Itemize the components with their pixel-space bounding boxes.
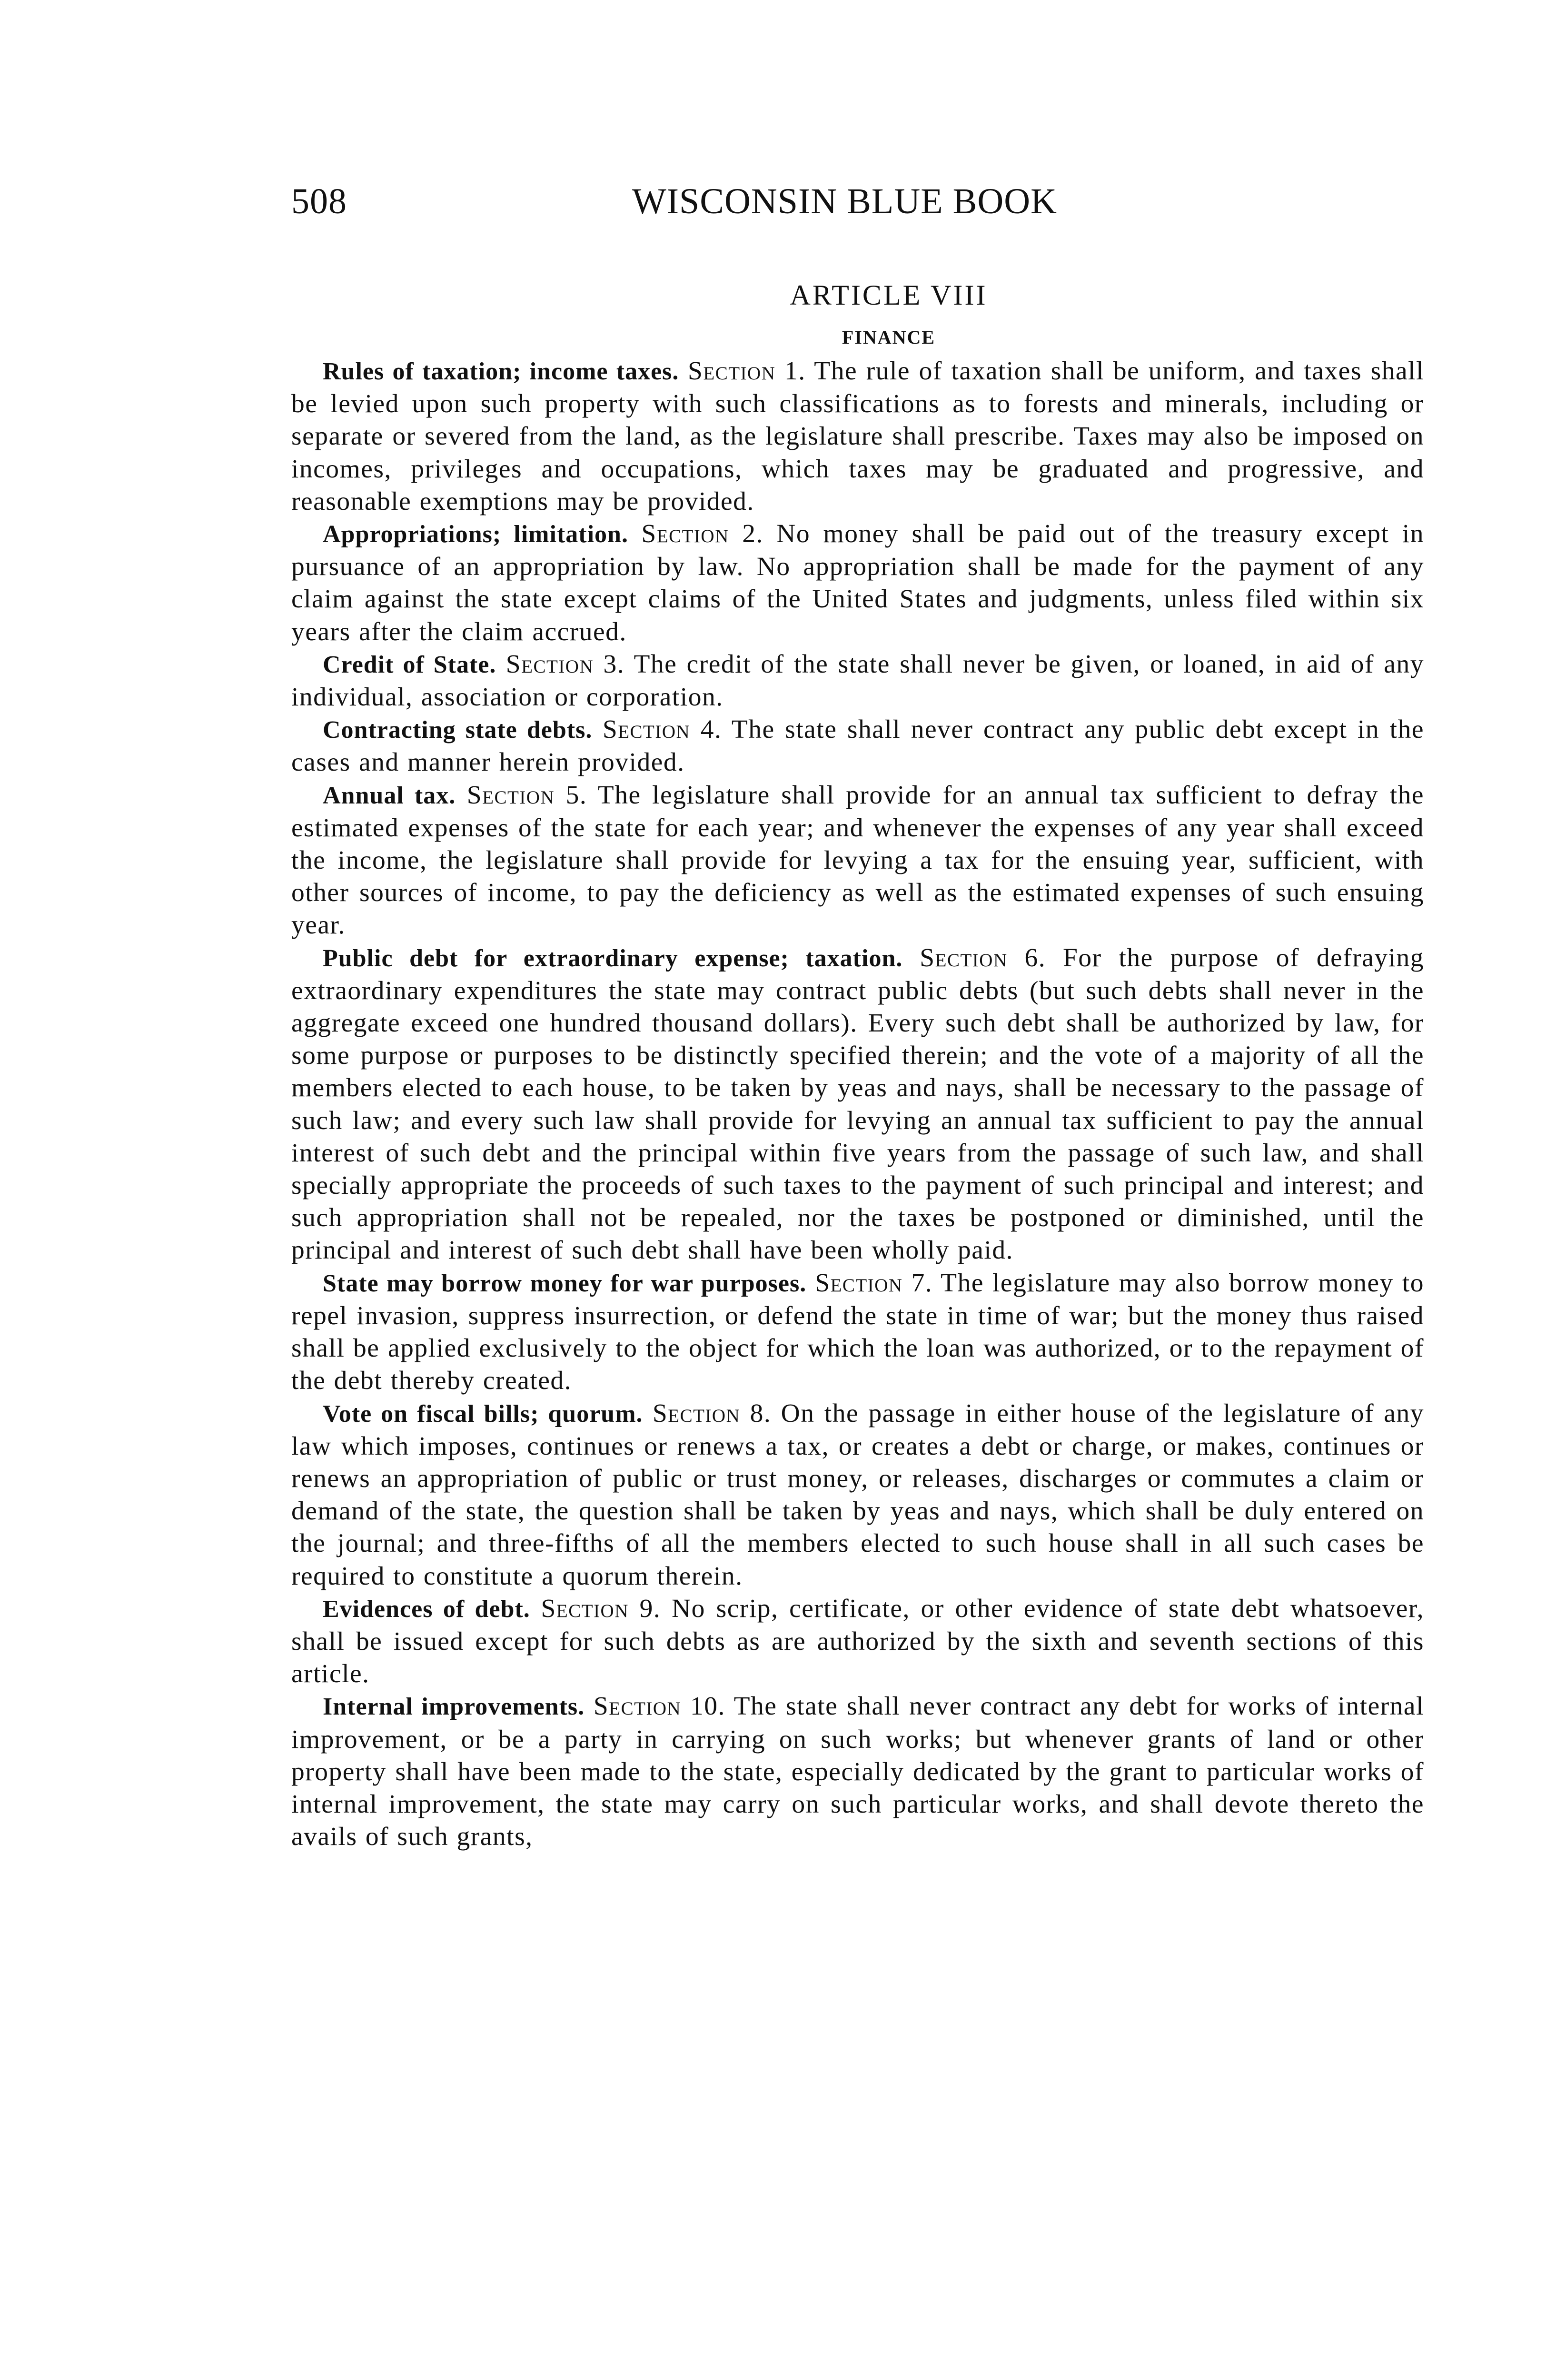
- section-3: [291, 648, 1424, 714]
- section-heading: Evidences of debt.: [323, 1595, 530, 1623]
- section-heading: Credit of State.: [323, 651, 496, 678]
- section-text: No scrip, certificate, or other evidence of state debt whatsoever, shall be issued except for such debts as are authorized by the sixth and seventh sections of this article.: [291, 1594, 1425, 1689]
- section-heading: Public debt for extraordinary expense; taxation.: [323, 944, 903, 972]
- section-number: Section 2.: [641, 519, 763, 549]
- section-heading: Vote on fiscal bills; quorum.: [323, 1400, 643, 1428]
- running-title: WISCONSIN BLUE BOOK: [632, 181, 1057, 221]
- section-heading: Contracting state debts.: [323, 716, 593, 744]
- section-5: [291, 779, 1424, 942]
- section-text: The credit of the state shall never be given, or loaned, in aid of any individual, association or corporation.: [291, 649, 1425, 712]
- section-7: [291, 1267, 1424, 1398]
- section-1: [291, 355, 1424, 518]
- section-10: [291, 1690, 1424, 1853]
- section-heading: Appropriations; limitation.: [323, 521, 628, 548]
- section-text: The state shall never contract any public debt except in the cases and manner herein provided.: [291, 715, 1424, 777]
- section-8: [291, 1398, 1424, 1593]
- page-number: 508: [291, 181, 347, 221]
- section-heading: State may borrow money for war purposes.: [323, 1269, 807, 1297]
- section-6: [291, 942, 1424, 1267]
- section-number: Section 4.: [602, 715, 722, 744]
- section-text: For the purpose of defraying extraordinary expenditures the state may contract public debts (but such debts shall never in the aggregate exceed one hundred thousand dollars). Every such debt shall be authorized by law, for some purpose or purposes to be distinctly specified therein; and the vote of a majority of all the members elected to each house, to be taken by yeas and nays, shall be necessary to the passage of such law; and every such law shall provide for levying an annual tax sufficient to pay the annual interest of such debt and the principal within five years from the passage of such law, and shall specially appropriate the proceeds of such taxes to the payment of such principal and interest; and such appropriation shall not be repealed, nor the taxes be postponed or diminished, until the principal and interest of such debt shall have been wholly paid.: [291, 943, 1425, 1265]
- section-text: The state shall never contract any debt for works of internal improvement, or be a party in carrying on such works; but whenever grants of land or other property shall have been made to the state, especially dedicated by the grant to particular works of internal improvement, the state may carry on such particular works, and shall devote thereto the avails of such grants,: [291, 1692, 1424, 1852]
- section-text: The legislature shall provide for an annual tax sufficient to defray the estimated expenses of the state for each year; and whenever the expenses of any year shall exceed the income, the legislature shall provide for levying a tax for the ensuing year, sufficient, with other sources of income, to pay the deficiency as well as the estimated expenses of such ensuing year.: [291, 780, 1425, 940]
- section-text: On the passage in either house of the legislature of any law which imposes, continues or renews a tax, or creates a debt or charge, or makes, continues or renews an appropriation of public or trust money, or releases, discharges or commutes a claim or demand of the state, the question shall be taken by yeas and nays, which shall be duly entered on the journal; and three-fifths of all the members elected to such house shall in all such cases be required to constitute a quorum therein.: [291, 1398, 1425, 1591]
- section-heading: Rules of taxation; income taxes.: [323, 358, 679, 385]
- section-text: No money shall be paid out of the treasury except in pursuance of an appropriation by law. No appropriation shall be made for the payment of any claim against the state except claims of the United States and judgments, unless filed within six years after the claim accrued.: [291, 519, 1425, 646]
- article-subtitle: FINANCE: [842, 327, 936, 348]
- section-heading: Annual tax.: [323, 782, 456, 809]
- section-number: Section 3.: [505, 649, 625, 679]
- section-number: Section 10.: [593, 1692, 725, 1721]
- section-number: Section 8.: [652, 1398, 772, 1428]
- book-page: [291, 181, 1424, 1853]
- section-number: Section 1.: [688, 357, 806, 386]
- section-text: The legislature may also borrow money to repel invasion, suppress insurrection, or defend the state in time of war; but the money thus raised shall be applied exclusively to the object for which the loan was authorized, or to the repayment of the debt thereby created.: [291, 1268, 1425, 1396]
- section-number: Section 9.: [541, 1594, 661, 1623]
- page-header: [291, 181, 1424, 238]
- section-number: Section 7.: [815, 1268, 933, 1298]
- section-9: [291, 1593, 1424, 1691]
- section-text: The rule of taxation shall be uniform, and taxes shall be levied upon such property with such classifications as to forests and minerals, including or separate or severed from the land, as the legislature shall prescribe. Taxes may also be imposed on incomes, privileges and occupations, which taxes may be graduated and progressive, and reasonable exemptions may be provided.: [291, 357, 1424, 516]
- section-heading: Internal improvements.: [323, 1693, 585, 1721]
- section-4: [291, 714, 1424, 779]
- section-number: Section 5.: [466, 780, 587, 810]
- section-2: [291, 518, 1424, 648]
- section-number: Section 6.: [920, 943, 1046, 972]
- article-title: ARTICLE VIII: [790, 279, 988, 311]
